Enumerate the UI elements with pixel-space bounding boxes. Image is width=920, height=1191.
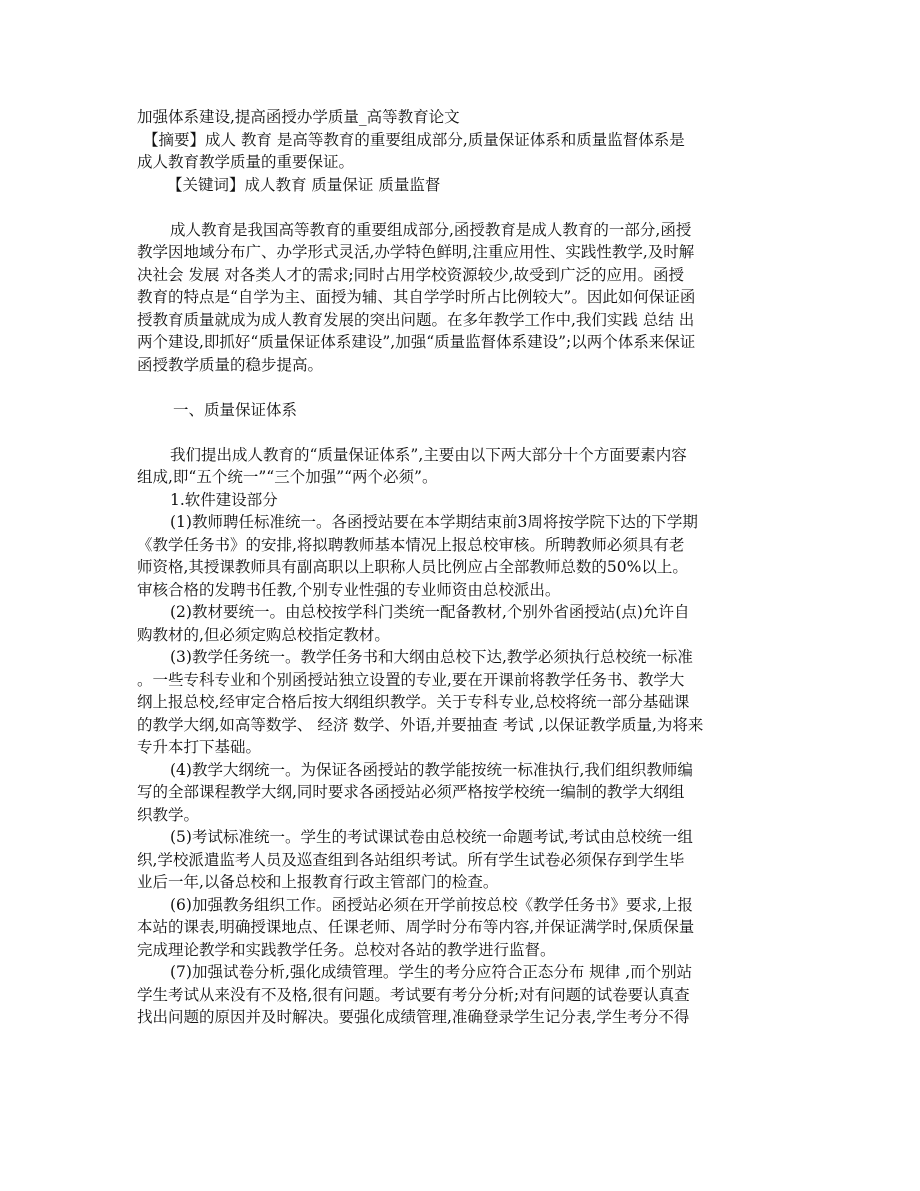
item-line: 购教材的,但必须定购总校指定教材。	[137, 625, 390, 644]
item-line: 找出问题的原因并及时解决。要强化成绩管理,准确登录学生记分表,学生考分不得	[137, 1008, 690, 1026]
intro-line: 教学因地域分布广、办学形式灵活,办学特色鲜明,注重应用性、实践性教学,及时解	[137, 243, 695, 261]
blank-line	[137, 376, 787, 399]
item-line: (7)加强试卷分析,强化成绩管理。学生的考分应符合正态分布 规律 ,而个别站	[170, 963, 693, 981]
intro-line: 决社会 发展 对各类人才的需求;同时占用学校资源较少,故受到广泛的应用。函授	[137, 265, 685, 284]
section-intro-line: 我们提出成人教育的“质量保证体系”,主要由以下两大部分十个方面要素内容	[170, 445, 687, 464]
item-line: 。一些专科专业和个别函授站独立设置的专业,要在开课前将教学任务书、教学大	[137, 670, 685, 689]
item-line: 写的全部课程教学大纲,同时要求各函授站必须严格按学校统一编制的教学大纲组	[137, 783, 685, 801]
section-intro-line: 组成,即“五个统一”“三个加强”“两个必须”。	[137, 468, 438, 486]
intro-line: 成人教育是我国高等教育的重要组成部分,函授教育是成人教育的一部分,函授	[170, 220, 692, 239]
item-line: (4)教学大纲统一。为保证各函授站的教学能按统一标准执行,我们组织教师编	[170, 760, 693, 779]
blank-line	[137, 196, 787, 219]
intro-line: 授教育质量就成为成人教育发展的突出问题。在多年教学工作中,我们实践 总结 出	[137, 310, 695, 329]
intro-line: 函授教学质量的稳步提高。	[137, 355, 324, 374]
item-line: 《教学任务书》的安排,将拟聘教师基本情况上报总校审核。所聘教师必须具有老	[137, 535, 685, 554]
item-line: 本站的课表,明确授课地点、任课老师、周学时分布等内容,并保证满学时,保质保量	[137, 918, 695, 936]
item-line: (6)加强教务组织工作。函授站必须在开学前按总校《教学任务书》要求,上报	[170, 895, 693, 914]
abstract-line: 成人教育教学质量的重要保证。	[137, 153, 355, 171]
document-title: 加强体系建设,提高函授办学质量_高等教育论文	[137, 108, 460, 126]
item-line: 业后一年,以备总校和上报教育行政主管部门的检查。	[137, 873, 499, 891]
blank-line	[137, 421, 787, 444]
item-line: 师资格,其授课教师具有副高职以上职称人员比例应占全部教师总数的50%以上。	[137, 558, 688, 576]
keywords-line: 【关键词】成人教育 质量保证 质量监督	[167, 175, 441, 194]
item-line: 织教学。	[137, 805, 200, 824]
item-line: (1)教师聘任标准统一。各函授站要在本学期结束前3周将按学院下达的下学期	[170, 513, 698, 531]
intro-line: 两个建设,即抓好“质量保证体系建设”,加强“质量监督体系建设”;以两个体系来保证	[137, 333, 696, 351]
subheading: 1.软件建设部分	[170, 490, 278, 509]
item-line: 织,学校派遣监考人员及巡查组到各站组织考试。所有学生试卷必须保存到学生毕	[137, 850, 685, 869]
abstract-line: 【摘要】成人 教育 是高等教育的重要组成部分,质量保证体系和质量监督体系是	[143, 130, 685, 149]
item-line: 学生考试从来没有不及格,很有问题。考试要有考分分析;对有问题的试卷要认真查	[137, 985, 690, 1004]
item-line: 审核合格的发聘书任教,个别专业性强的专业师资由总校派出。	[137, 580, 561, 599]
item-line: 的教学大纲,如高等数学、 经济 数学、外语,并要抽查 考试 ,以保证教学质量,为将来	[137, 715, 704, 734]
item-line: 完成理论教学和实践教学任务。总校对各站的教学进行监督。	[137, 940, 556, 959]
item-line: (5)考试标准统一。学生的考试课试卷由总校统一命题考试,考试由总校统一组	[170, 828, 693, 846]
item-line: (2)教材要统一。由总校按学科门类统一配备教材,个别外省函授站(点)允许自	[170, 603, 690, 621]
intro-line: 教育的特点是“自学为主、面授为辅、其自学学时所占比例较大”。因此如何保证函	[137, 288, 696, 306]
item-line: (3)教学任务统一。教学任务书和大纲由总校下达,教学必须执行总校统一标准	[170, 648, 693, 666]
section-heading: 一、质量保证体系	[173, 400, 298, 419]
item-line: 纲上报总校,经审定合格后按大纲组织教学。关于专科专业,总校将统一部分基础课	[137, 693, 690, 711]
document-body	[137, 106, 787, 1029]
item-line: 专升本打下基础。	[137, 738, 262, 756]
